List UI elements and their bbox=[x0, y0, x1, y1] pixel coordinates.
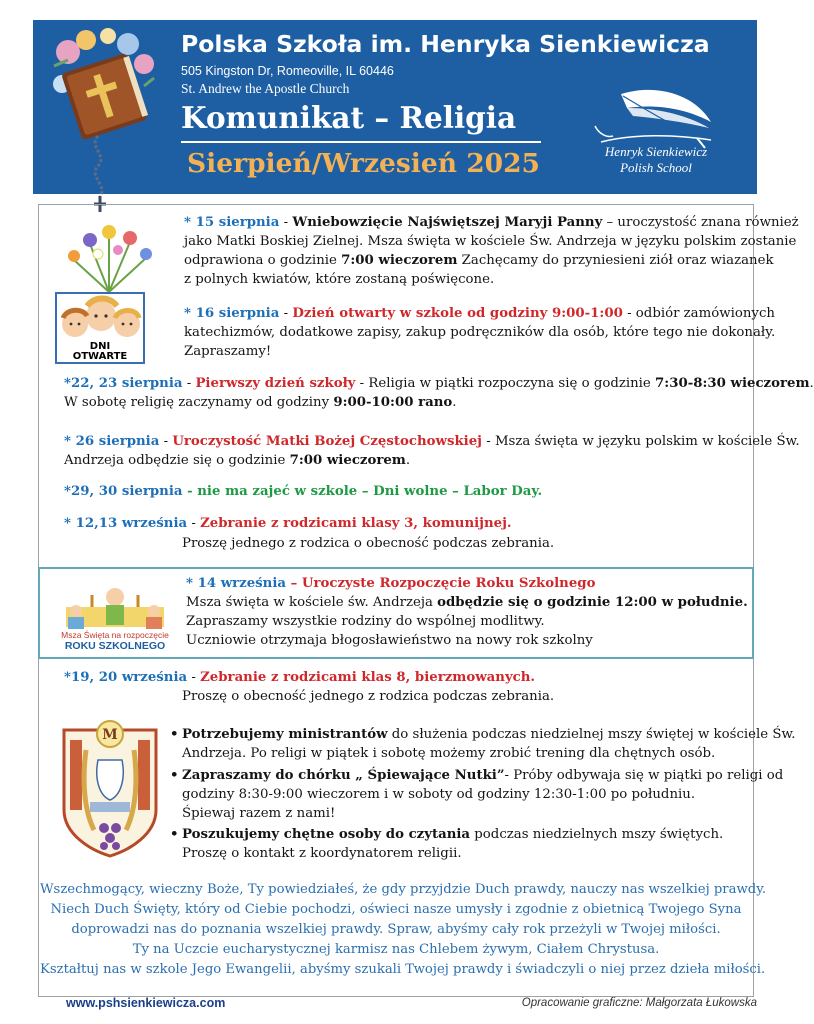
school-address: 505 Kingston Dr, Romeoville, IL 60446 bbox=[181, 64, 394, 78]
bullet-altar-servers-line2: Andrzeja. Po religi w piątek i sobotę możemy zrobić trening dla chętnych osób. bbox=[182, 746, 716, 761]
event-19-20-sep: *19, 20 września - Zebranie z rodzicami klas 8, bierzmowanych. bbox=[64, 670, 536, 685]
page-subtitle: Sierpień/Wrzesień 2025 bbox=[187, 148, 540, 179]
prayer-line: Kształtuj nas w szkole Jego Ewangelii, abyśmy szukali Twojej prawdy i świadczyli o niej przez dzieła miłości. bbox=[40, 962, 766, 977]
event-29-30-aug: *29, 30 sierpnia - nie ma zajeć w szkole – Dni wolne – Labor Day. bbox=[64, 484, 543, 499]
title-divider bbox=[181, 141, 541, 143]
event-14-sep: * 14 września – Uroczyste Rozpoczęcie Roku Szkolnego bbox=[186, 576, 596, 591]
event-16-aug: * 16 sierpnia - Dzień otwarty w szkole od godziny 9:00-1:00 - odbiór zamówionych bbox=[184, 306, 775, 321]
prayer-line: Ty na Uczcie eucharystycznej karmisz nas Chlebem żywym, Ciałem Chrystusa. bbox=[132, 942, 660, 957]
bullet-choir-line2: godziny 8:30-9:00 wieczorem i w soboty od godziny 12:30-1:00 po południu. bbox=[182, 787, 696, 802]
event-15-aug-line2: jako Matki Boskiej Zielnej. Msza święta w kościele Św. Andrzeja w języku polskim zostanie bbox=[184, 234, 797, 249]
event-26-aug: * 26 sierpnia - Uroczystość Matki Bożej Częstochowskiej - Msza święta w języku polskim w kościele Św. bbox=[64, 434, 800, 449]
school-name: Polska Szkoła im. Henryka Sienkiewicza bbox=[181, 30, 710, 58]
bullet-choir-line3: Śpiewaj razem z nami! bbox=[182, 806, 336, 821]
event-15-aug-line4: z polnych kwiatów, które zostaną poświęcone. bbox=[184, 272, 495, 287]
event-19-20-sep-line2: Proszę o obecność jednego z rodzica podczas zebrania. bbox=[182, 689, 555, 704]
mass-image-caption-2: ROKU SZKOLNEGO bbox=[64, 640, 166, 652]
emblem-letter: M bbox=[102, 727, 118, 743]
bullet-icon: • bbox=[170, 727, 179, 742]
bullet-readers: • Poszukujemy chętne osoby do czytania podczas niedzielnych mszy świętych. bbox=[170, 827, 724, 842]
open-day-label-2: OTWARTE bbox=[72, 351, 128, 362]
mass-image-caption-1: Msza Święta na rozpoczęcie bbox=[61, 630, 169, 640]
event-22-23-aug-line2: W sobotę religię zaczynamy od godziny 9:00-10:00 rano. bbox=[64, 395, 457, 410]
prayer-line: Wszechmogący, wieczny Boże, Ty powiedziałeś, że gdy przyjdzie Duch prawdy, nauczy nas wszelkiej prawdy. bbox=[40, 882, 767, 897]
event-16-aug-line2: katechizmów, dodatkowe zapisy, zakup podręczników dla osób, które tego nie dokonały. bbox=[184, 325, 776, 340]
event-26-aug-line2: Andrzeja odbędzie się o godzinie 7:00 wieczorem. bbox=[64, 453, 411, 468]
event-12-13-sep: * 12,13 września - Zebranie z rodzicami klasy 3, komunijnej. bbox=[64, 516, 512, 531]
church-name: St. Andrew the Apostle Church bbox=[181, 81, 350, 96]
website-link[interactable]: www.pshsienkiewicza.com bbox=[66, 996, 226, 1010]
bullet-choir: • Zapraszamy do chórku „ Śpiewające Nutki”- Próby odbywaja się w piątki po religi od bbox=[170, 768, 784, 783]
event-14-sep-line3: Zapraszamy wszystkie rodziny do wspólnej modlitwy. bbox=[186, 614, 545, 629]
wildflowers-icon bbox=[60, 214, 158, 292]
eucharist-emblem-icon bbox=[60, 710, 160, 860]
children-icon bbox=[57, 294, 143, 344]
prayer-line: Niech Duch Święty, który od Ciebie pochodzi, oświeci nasze umysły i zgodnie z obietnicą Twojego Syna bbox=[50, 902, 742, 917]
logo-text-school: Polish School bbox=[620, 160, 692, 175]
event-22-23-aug: *22, 23 sierpnia - Pierwszy dzień szkoły - Religia w piątki rozpoczyna się o godzinie 7:30-8:30 wieczorem. bbox=[64, 376, 814, 391]
bullet-icon: • bbox=[170, 768, 179, 783]
graphic-credit: Opracowanie graficzne: Małgorzata Łukowska bbox=[521, 997, 757, 1009]
bullet-icon: • bbox=[170, 827, 179, 842]
logo-text-name: Henryk Sienkiewicz bbox=[604, 144, 708, 159]
event-12-13-sep-line2: Proszę jednego z rodzica o obecność podczas zebrania. bbox=[182, 536, 555, 551]
bible-rosary-icon bbox=[48, 26, 158, 216]
event-16-aug-line3: Zapraszamy! bbox=[184, 344, 272, 359]
prayer-line: doprowadzi nas do poznania wszelkiej prawdy. Spraw, abyśmy cały rok przeżyli w Twojej miłości. bbox=[71, 922, 721, 937]
open-day-label-1: DNI bbox=[89, 341, 111, 352]
event-15-aug-line3: odprawiona o godzinie 7:00 wieczorem Zachęcamy do przyniesieni ziół oraz wiazanek bbox=[184, 253, 774, 268]
bullet-readers-line2: Proszę o kontakt z koordynatorem religii. bbox=[182, 846, 462, 861]
event-14-sep-line2: Msza święta w kościele św. Andrzeja odbędzie się o godzinie 12:00 w południe. bbox=[186, 595, 748, 610]
open-day-image bbox=[55, 292, 145, 364]
page-title: Komunikat – Religia bbox=[181, 100, 517, 135]
bullet-altar-servers: • Potrzebujemy ministrantów do służenia podczas niedzielnej mszy świętej w kościele Św. bbox=[170, 727, 796, 742]
event-14-sep-line4: Uczniowie otrzymaja błogosławieństwo na nowy rok szkolny bbox=[186, 633, 593, 648]
event-15-aug: * 15 sierpnia - Wniebowzięcie Najświętszej Maryji Panny – uroczystość znana również bbox=[184, 215, 799, 230]
